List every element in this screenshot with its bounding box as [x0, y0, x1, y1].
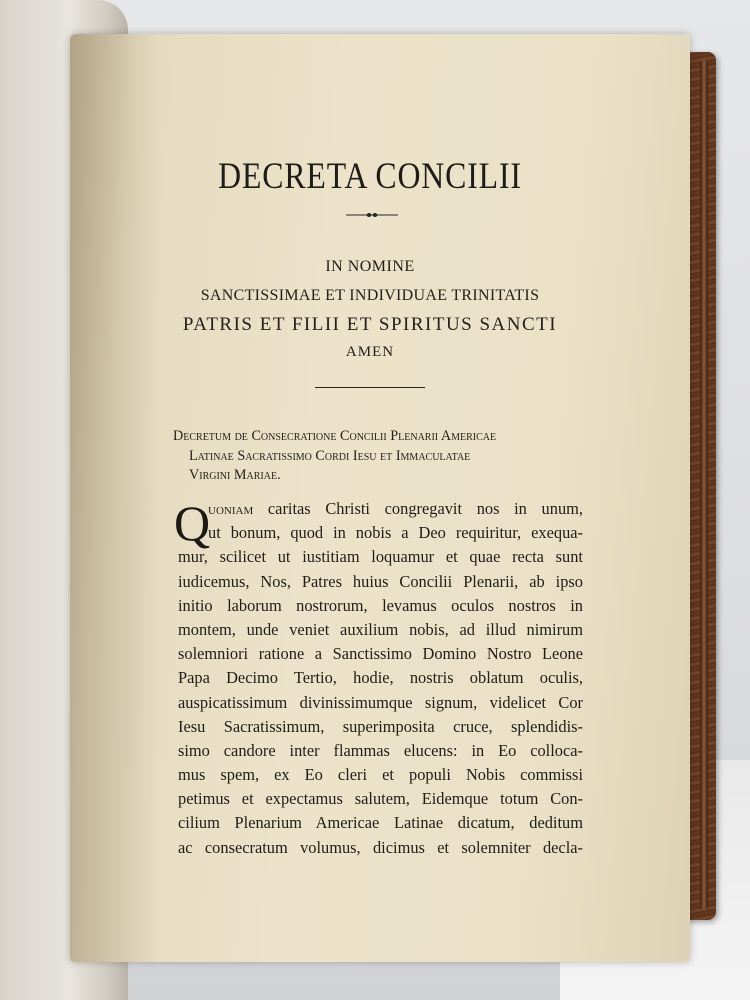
- decree-body: [178, 497, 583, 860]
- title-ornament: [346, 210, 398, 220]
- invocation-line: SANCTISSIMAE ET INDIVIDUAE TRINITATIS: [200, 287, 540, 304]
- body-line: cilium Plenarium Americae Latinae dicatum, deditum: [178, 813, 583, 833]
- body-line: auspicatissimum divinissimumque signum, videlicet Cor: [178, 692, 583, 712]
- body-line: [178, 497, 583, 521]
- drop-cap: Q: [174, 495, 211, 551]
- body-line-text: caritas Christi congregavit nos in unum,: [253, 499, 583, 518]
- body-line: mus spem, ex Eo cleri et populi Nobis commissi: [178, 765, 583, 785]
- invocation-line: IN NOMINE: [325, 258, 415, 275]
- page-gutter-shadow: [70, 34, 160, 962]
- body-line: Iesu Sacratissimum, superimposita cruce, splendidis-: [178, 716, 583, 736]
- body-line: ut bonum, quod in nobis a Deo requiritur, exequa-: [208, 523, 583, 543]
- body-line: ac consecratum volumus, dicimus et solemniter decla-: [178, 837, 583, 857]
- decree-heading-line: Latinae Sacratissimo Cordi Iesu et Immaculatae: [189, 447, 471, 464]
- body-line: Papa Decimo Tertio, hodie, nostris oblatum oculis,: [178, 668, 583, 688]
- body-line: simo candore inter flammas elucens: in Eo colloca-: [178, 740, 583, 760]
- invocation-line: AMEN: [345, 344, 395, 360]
- decree-heading: [173, 427, 593, 486]
- body-line: montem, unde veniet auxilium nobis, ad illud nimirum: [178, 619, 583, 639]
- decree-heading-line: Decretum de Consecratione Concilii Plenarii Americae: [173, 428, 497, 444]
- first-word: uoniam: [208, 499, 254, 518]
- invocation-line: PATRIS ET FILII ET SPIRITUS SANCTI: [182, 314, 558, 335]
- body-line: solemniori ratione a Sanctissimo Domino Nostro Leone: [178, 644, 583, 664]
- body-line: petimus et expectamus salutem, Eidemque totum Con-: [178, 789, 583, 809]
- binding-spine-edge: [700, 60, 708, 910]
- page-title: DECRETA CONCILII: [218, 156, 522, 197]
- body-line: initio laborum nostrorum, levamus oculos nostros in: [178, 595, 583, 615]
- decree-heading-line: Virgini Mariae.: [189, 467, 281, 483]
- body-line: iudicemus, Nos, Patres huius Concilii Plenarii, ab ipso: [178, 571, 583, 591]
- body-line: mur, scilicet ut iustitiam loquamur et quae recta sunt: [178, 547, 583, 567]
- divider-rule: [315, 387, 425, 388]
